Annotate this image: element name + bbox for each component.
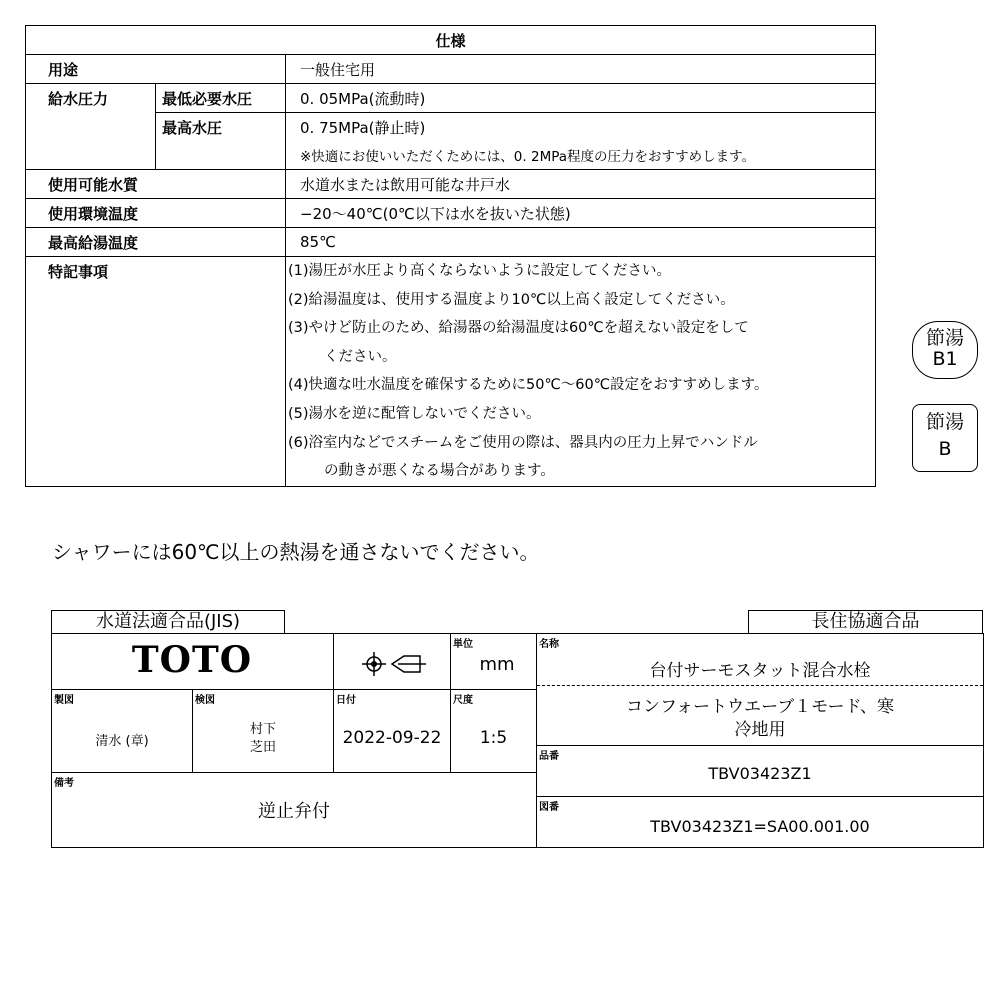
logo-cell [51, 633, 334, 690]
min-pressure-value: 0. 05MPa(流動時) [286, 84, 876, 113]
scale-value: 1:5 [479, 728, 508, 748]
date-value: 2022-09-22 [342, 728, 442, 748]
spec-row-notes [26, 257, 876, 487]
scale-cell [450, 689, 537, 773]
min-pressure-label: 最低必要水圧 [156, 84, 286, 113]
water-saving-b1-badge [912, 321, 978, 379]
product-number-value: TBV03423Z1 [708, 764, 812, 783]
date-cell [333, 689, 451, 773]
usage-label: 用途 [26, 55, 286, 84]
pressure-label-spacer-2 [26, 141, 156, 170]
notes-label: 特記事項 [26, 257, 286, 487]
remarks-cell [51, 772, 537, 848]
max-pressure-value: 0. 75MPa(静止時) [286, 113, 876, 142]
spec-table [25, 25, 876, 487]
max-hot-label: 最高給湯温度 [26, 228, 286, 257]
badge-b1-top: 節湯 [925, 327, 964, 349]
name-divider [537, 685, 983, 686]
env-temp-label: 使用環境温度 [26, 199, 286, 228]
badge-b-bottom: B [938, 438, 952, 460]
unit-cell [450, 633, 537, 690]
name-label: 名称 [539, 639, 559, 650]
env-temp-value: −20〜40℃(0℃以下は水を抜いた状態) [286, 199, 876, 228]
shower-warning: シャワーには60℃以上の熱湯を通さないでください。 [52, 540, 540, 564]
product-name-line3: 冷地用 [734, 720, 786, 740]
drawn-by-label: 製図 [54, 695, 74, 706]
spec-row-max-hot [26, 228, 876, 257]
unit-label: 単位 [453, 639, 473, 650]
product-number-cell [536, 745, 984, 797]
checked-by-cell [192, 689, 334, 773]
spec-title: 仕様 [26, 26, 876, 55]
spec-row-env-temp [26, 199, 876, 228]
toto-logo: TOTO [131, 639, 253, 681]
date-label: 日付 [336, 695, 356, 706]
usage-value: 一般住宅用 [286, 55, 876, 84]
notes-list [286, 257, 876, 487]
pressure-label: 給水圧力 [26, 84, 156, 113]
scale-label: 尺度 [453, 695, 473, 706]
note-item: (6)浴室内などでスチームをご使用の際は、器具内の圧力上昇でハンドル [288, 434, 758, 451]
product-number-label: 品番 [539, 751, 559, 762]
checked-by-value-2: 芝田 [249, 740, 276, 755]
drawn-by-cell [51, 689, 193, 773]
note-item: (5)湯水を逆に配管しないでください。 [288, 405, 541, 422]
max-pressure-label-spacer [156, 141, 286, 170]
unit-value: mm [479, 654, 515, 675]
max-pressure-label: 最高水圧 [156, 113, 286, 142]
note-item: (1)湯圧が水圧より高くならないように設定してください。 [288, 263, 672, 279]
drawn-by-value: 清水 (章) [95, 734, 149, 749]
water-quality-value: 水道水または飲用可能な井戸水 [286, 170, 876, 199]
spec-row-water-quality [26, 170, 876, 199]
drawing-number-label: 図番 [539, 802, 559, 813]
water-saving-b-badge [912, 404, 978, 472]
checked-by-label: 検図 [195, 695, 215, 706]
note-item: (3)やけど防止のため、給湯器の給湯温度は60℃を超えない設定をして [288, 320, 749, 337]
note-item-continued: の動きが悪くなる場合があります。 [324, 463, 555, 480]
spec-row-max-pressure [26, 113, 876, 142]
drawing-number-cell [536, 796, 984, 848]
spec-row-pressure-note [26, 141, 876, 170]
jis-compliance-label: 水道法適合品(JIS) [51, 610, 285, 634]
third-angle-projection-icon [334, 634, 450, 689]
note-item: (2)給湯温度は、使用する温度より10℃以上高く設定してください。 [288, 291, 735, 308]
remarks-value: 逆止弁付 [258, 801, 330, 822]
badge-b1-bottom: B1 [932, 348, 958, 370]
pressure-note: ※快適にお使いいただくためには、0. 2MPa程度の圧力をおすすめします。 [286, 141, 876, 170]
spec-row-usage [26, 55, 876, 84]
note-item-continued: ください。 [324, 348, 397, 365]
spec-title-row [26, 26, 876, 55]
product-name-line2: コンフォートウエーブ１モード、寒 [625, 697, 895, 717]
drawing-number-value: TBV03423Z1=SA00.001.00 [650, 817, 870, 836]
product-name-line1: 台付サーモスタット混合水栓 [649, 661, 871, 681]
choju-compliance-label: 長住協適合品 [748, 610, 983, 634]
max-hot-value: 85℃ [286, 228, 876, 257]
badge-b-top: 節湯 [925, 411, 964, 433]
note-item: (4)快適な吐水温度を確保するために50℃〜60℃設定をおすすめします。 [288, 377, 769, 394]
remarks-label: 備考 [54, 778, 74, 789]
spec-row-min-pressure [26, 84, 876, 113]
name-cell [536, 633, 984, 746]
checked-by-value-1: 村下 [249, 722, 276, 737]
pressure-label-spacer [26, 113, 156, 142]
water-quality-label: 使用可能水質 [26, 170, 286, 199]
projection-symbol-cell [333, 633, 451, 690]
